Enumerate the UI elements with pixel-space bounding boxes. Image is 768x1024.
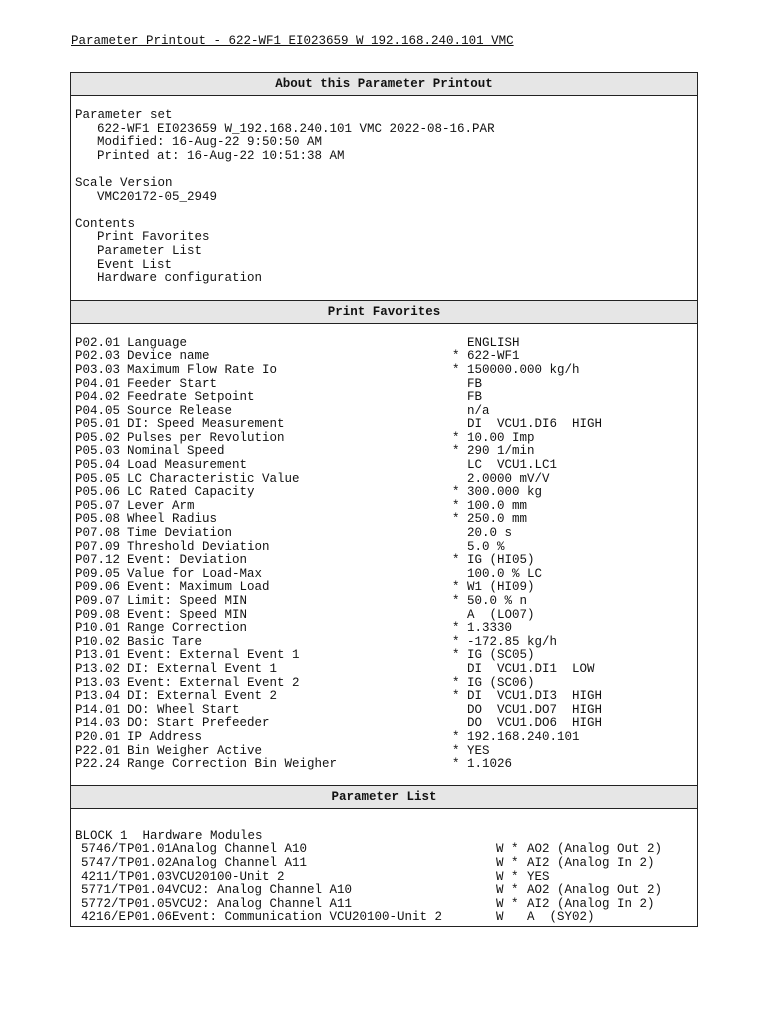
parameter-value: DI VCU1.DI3 HIGH: [467, 689, 603, 704]
parameter-code: P13.04: [75, 689, 121, 704]
parameter-name: DI: Speed Measurement: [127, 417, 285, 432]
parameter-name: Maximum Flow Rate Io: [127, 362, 278, 377]
favorite-row: [75, 541, 693, 555]
parameter-name: Event: Maximum Load: [127, 580, 270, 595]
parameter-name: Value for Load-Max: [127, 566, 263, 581]
parameter-value: FB: [467, 390, 483, 405]
parameter-code: P13.03: [75, 675, 121, 690]
parameter-name: VCU2: Analog Channel A11: [172, 896, 353, 911]
parameter-code: P10.02: [75, 634, 121, 649]
modified-marker: *: [452, 485, 460, 500]
parameter-name: Language: [127, 335, 188, 350]
parameter-code: P09.07: [75, 594, 121, 608]
modified-marker: *: [452, 689, 460, 704]
favorite-row: [75, 745, 693, 759]
favorite-row: [75, 758, 693, 772]
favorite-row: [75, 418, 693, 432]
parameter-value: 5.0 %: [467, 539, 505, 554]
parameter-id: 5771/T: [81, 883, 127, 898]
parameter-code: P04.05: [75, 403, 121, 418]
access-flag: W: [496, 883, 504, 898]
parameter-value: -172.85 kg/h: [467, 634, 558, 649]
parameter-list-rows: [75, 843, 693, 925]
parameter-name: Analog Channel A10: [172, 842, 308, 857]
parameter-value: IG (SC06): [467, 675, 535, 690]
contents-item: Print Favorites: [97, 230, 210, 245]
parameter-code: P02.01: [75, 335, 121, 350]
parameter-code: P01.05: [127, 896, 173, 911]
modified-marker: *: [452, 580, 460, 595]
parameter-value: AI2 (Analog In 2): [527, 855, 655, 870]
parameter-code: P05.07: [75, 498, 121, 513]
parameter-name: DI: External Event 1: [127, 661, 278, 676]
access-flag: W: [496, 910, 504, 925]
about-section: [71, 73, 697, 301]
access-flag: W: [496, 855, 504, 870]
parameter-name: VCU2: Analog Channel A10: [172, 883, 353, 898]
scale-version-block: [75, 177, 693, 204]
contents-label: Contents: [75, 216, 136, 231]
favorite-row: [75, 500, 693, 514]
favorite-row: [75, 513, 693, 527]
parameter-code: P10.01: [75, 621, 121, 636]
parameter-list-row: [75, 857, 693, 871]
contents-item: Event List: [97, 257, 173, 272]
modified-marker: *: [511, 896, 519, 911]
parameter-value: AI2 (Analog In 2): [527, 896, 655, 911]
favorite-row: [75, 391, 693, 405]
parameter-list-header: Parameter List: [71, 786, 697, 809]
parameter-list-body: [71, 809, 697, 926]
modified-marker: *: [452, 648, 460, 663]
favorites-section: [71, 301, 697, 786]
modified-marker: *: [452, 444, 460, 459]
favorite-row: [75, 473, 693, 487]
parameter-code: P01.06: [127, 910, 173, 925]
favorite-row: [75, 663, 693, 677]
parameter-value: 290 1/min: [467, 444, 535, 459]
block-title: BLOCK 1 Hardware Modules: [75, 828, 263, 843]
parameter-set-label: Parameter set: [75, 108, 173, 122]
favorite-row: [75, 636, 693, 650]
parameter-code: P05.02: [75, 430, 121, 445]
favorite-row: [75, 595, 693, 609]
parameter-list-section: [71, 786, 697, 926]
about-body: [71, 96, 697, 300]
favorite-row: [75, 486, 693, 500]
parameter-value: 10.00 Imp: [467, 430, 535, 445]
parameter-value: 250.0 mm: [467, 512, 528, 527]
modified-marker: *: [452, 757, 460, 772]
favorite-row: [75, 364, 693, 378]
parameter-value: LC VCU1.LC1: [467, 458, 558, 473]
parameter-value: YES: [527, 869, 550, 884]
parameter-value: 622-WF1: [467, 349, 520, 364]
parameter-code: P22.01: [75, 743, 121, 758]
access-flag: W: [496, 842, 504, 857]
favorite-row: [75, 378, 693, 392]
parameter-name: Pulses per Revolution: [127, 430, 285, 445]
parameter-name: Event: External Event 1: [127, 648, 300, 663]
parameter-value: A (LO07): [467, 607, 535, 622]
parameter-name: Feeder Start: [127, 376, 218, 391]
modified-marker: *: [452, 553, 460, 568]
favorite-row: [75, 445, 693, 459]
favorite-row: [75, 432, 693, 446]
parameter-value: 20.0 s: [467, 526, 513, 541]
parameter-list-row: [75, 843, 693, 857]
modified-marker: *: [511, 842, 519, 857]
favorite-row: [75, 405, 693, 419]
parameter-value: IG (SC05): [467, 648, 535, 663]
favorite-row: [75, 568, 693, 582]
parameter-id: 5747/T: [81, 855, 127, 870]
parameter-code: P05.04: [75, 458, 121, 473]
favorite-row: [75, 690, 693, 704]
parameter-name: Range Correction Bin Weigher: [127, 757, 338, 772]
access-flag: W: [496, 869, 504, 884]
parameter-value: A (SY02): [527, 910, 595, 925]
modified-marker: *: [452, 512, 460, 527]
parameter-code: P02.03: [75, 349, 121, 364]
favorite-row: [75, 554, 693, 568]
modified-marker: *: [452, 729, 460, 744]
access-flag: W: [496, 896, 504, 911]
modified-marker: *: [511, 869, 519, 884]
parameter-code: P13.01: [75, 648, 121, 663]
parameter-list-row: [75, 898, 693, 912]
parameter-name: Wheel Radius: [127, 512, 218, 527]
modified-marker: *: [452, 349, 460, 364]
parameter-value: AO2 (Analog Out 2): [527, 883, 663, 898]
parameter-code: P03.03: [75, 362, 121, 377]
parameter-name: DO: Start Prefeeder: [127, 716, 270, 731]
parameter-name: Threshold Deviation: [127, 539, 270, 554]
modified-marker: *: [511, 855, 519, 870]
parameter-name: Time Deviation: [127, 526, 233, 541]
modified-marker: *: [452, 634, 460, 649]
parameter-value: 300.000 kg: [467, 485, 543, 500]
parameter-value: FB: [467, 376, 483, 391]
parameter-code: P14.01: [75, 702, 121, 717]
parameter-value: DI VCU1.DI6 HIGH: [467, 417, 603, 432]
parameter-value: 192.168.240.101: [467, 729, 580, 744]
parameter-name: Load Measurement: [127, 458, 248, 473]
parameter-code: P04.02: [75, 390, 121, 405]
parameter-code: P20.01: [75, 729, 121, 744]
parameter-code: P07.12: [75, 553, 121, 568]
parameter-value: ENGLISH: [467, 335, 520, 350]
parameter-code: P05.03: [75, 444, 121, 459]
parameter-list-row: [75, 884, 693, 898]
parameter-name: DI: External Event 2: [127, 689, 278, 704]
parameter-code: P07.08: [75, 526, 121, 541]
favorite-row: [75, 731, 693, 745]
contents-block: [75, 218, 693, 286]
parameter-name: DO: Wheel Start: [127, 702, 240, 717]
parameter-name: Bin Weigher Active: [127, 743, 263, 758]
parameter-name: Lever Arm: [127, 498, 195, 513]
parameter-value: DO VCU1.DO6 HIGH: [467, 716, 603, 731]
parameter-code: P09.06: [75, 580, 121, 595]
parameter-value: AO2 (Analog Out 2): [527, 842, 663, 857]
favorite-row: [75, 350, 693, 364]
favorite-row: [75, 459, 693, 473]
about-header: About this Parameter Printout: [71, 73, 697, 96]
parameter-code: P05.08: [75, 512, 121, 527]
parameter-id: 5746/T: [81, 842, 127, 857]
parameter-value: n/a: [467, 403, 490, 418]
contents-item: Hardware configuration: [97, 271, 263, 286]
favorites-body: [71, 324, 697, 786]
favorite-row: [75, 609, 693, 623]
parameter-value: 100.0 % LC: [467, 566, 543, 581]
parameter-code: P01.04: [127, 883, 173, 898]
parameter-name: Basic Tare: [127, 634, 203, 649]
parameter-value: YES: [467, 743, 490, 758]
parameter-name: IP Address: [127, 729, 203, 744]
parameter-code: P09.05: [75, 566, 121, 581]
modified-marker: *: [511, 883, 519, 898]
favorite-row: [75, 677, 693, 691]
parameter-name: Event: Speed MIN: [127, 607, 248, 622]
parameter-code: P05.01: [75, 417, 121, 432]
modified-marker: *: [452, 498, 460, 513]
parameter-set-file: 622-WF1 EI023659 W_192.168.240.101 VMC 2022-08-16.PAR: [97, 121, 495, 136]
printout-frame: [70, 72, 698, 927]
parameter-code: P22.24: [75, 757, 121, 772]
parameter-name: Device name: [127, 349, 210, 364]
modified-date: Modified: 16-Aug-22 9:50:50 AM: [97, 135, 323, 150]
favorite-row: [75, 622, 693, 636]
favorite-row: [75, 337, 693, 351]
parameter-code: P14.03: [75, 716, 121, 731]
parameter-value: DI VCU1.DI1 LOW: [467, 661, 595, 676]
parameter-value: 1.1026: [467, 757, 513, 772]
modified-marker: *: [452, 362, 460, 377]
parameter-list-row: [75, 911, 693, 925]
favorite-row: [75, 581, 693, 595]
parameter-name: Event: Deviation: [127, 553, 248, 568]
parameter-name: Nominal Speed: [127, 444, 225, 459]
parameter-name: Event: Communication VCU20100-Unit 2: [172, 910, 443, 925]
parameter-id: 4211/T: [81, 869, 127, 884]
favorite-row: [75, 704, 693, 718]
parameter-set-block: [75, 109, 693, 163]
parameter-name: Event: External Event 2: [127, 675, 300, 690]
parameter-code: P05.05: [75, 471, 121, 486]
parameter-name: LC Rated Capacity: [127, 485, 255, 500]
page-title: Parameter Printout - 622-WF1 EI023659 W_192.168.240.101 VMC: [71, 34, 514, 48]
modified-marker: *: [452, 621, 460, 636]
modified-marker: *: [452, 743, 460, 758]
parameter-code: P07.09: [75, 539, 121, 554]
parameter-value: 100.0 mm: [467, 498, 528, 513]
parameter-code: P01.03: [127, 869, 173, 884]
parameter-code: P13.02: [75, 661, 121, 676]
parameter-name: LC Characteristic Value: [127, 471, 300, 486]
parameter-value: 50.0 % n: [467, 594, 528, 608]
parameter-name: VCU20100-Unit 2: [172, 869, 285, 884]
parameter-value: 150000.000 kg/h: [467, 362, 580, 377]
printed-date: Printed at: 16-Aug-22 10:51:38 AM: [97, 148, 345, 163]
parameter-value: IG (HI05): [467, 553, 535, 568]
scale-version-value: VMC20172-05_2949: [97, 189, 218, 204]
parameter-id: 4216/E: [81, 910, 127, 925]
scale-version-label: Scale Version: [75, 175, 173, 190]
favorite-row: [75, 717, 693, 731]
parameter-name: Range Correction: [127, 621, 248, 636]
parameter-id: 5772/T: [81, 896, 127, 911]
parameter-code: P09.08: [75, 607, 121, 622]
parameter-list-row: [75, 871, 693, 885]
parameter-value: 2.0000 mV/V: [467, 471, 550, 486]
parameter-name: Analog Channel A11: [172, 855, 308, 870]
favorites-header: Print Favorites: [71, 301, 697, 324]
parameter-code: P01.02: [127, 855, 173, 870]
favorite-row: [75, 527, 693, 541]
parameter-name: Source Release: [127, 403, 233, 418]
parameter-code: P01.01: [127, 842, 173, 857]
favorite-row: [75, 649, 693, 663]
parameter-value: 1.3330: [467, 621, 513, 636]
parameter-value: W1 (HI09): [467, 580, 535, 595]
modified-marker: *: [452, 675, 460, 690]
parameter-name: Feedrate Setpoint: [127, 390, 255, 405]
parameter-name: Limit: Speed MIN: [127, 594, 248, 608]
parameter-code: P05.06: [75, 485, 121, 500]
modified-marker: *: [452, 430, 460, 445]
parameter-code: P04.01: [75, 376, 121, 391]
contents-item: Parameter List: [97, 243, 203, 258]
parameter-value: DO VCU1.DO7 HIGH: [467, 702, 603, 717]
modified-marker: *: [452, 594, 460, 608]
